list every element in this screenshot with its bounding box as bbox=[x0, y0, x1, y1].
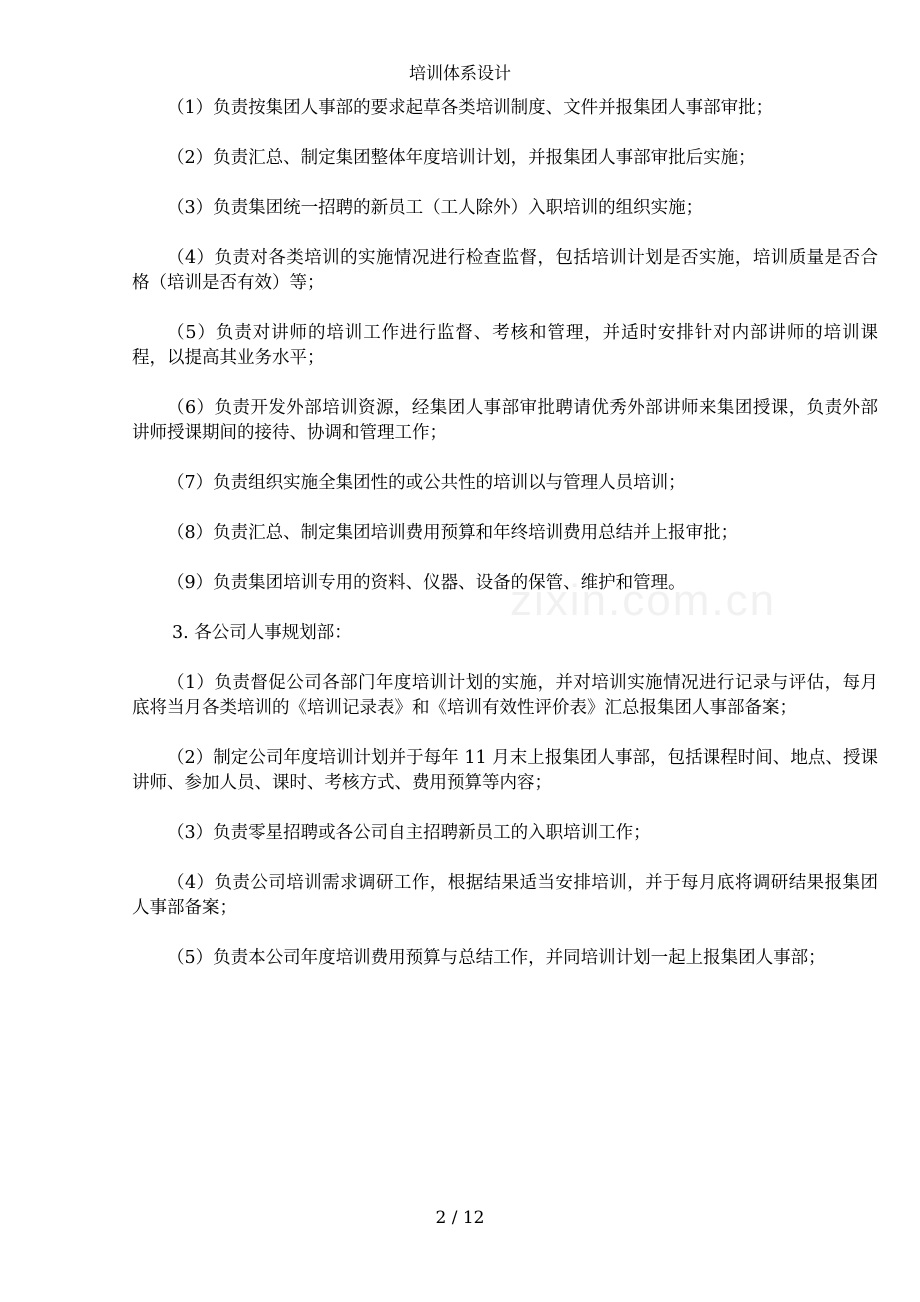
document-title: 培训体系设计 bbox=[409, 64, 511, 84]
paragraph-3: （3）负责集团统一招聘的新员工（工人除外）入职培训的组织实施； bbox=[167, 198, 704, 218]
paragraph-4: （4）负责对各类培训的实施情况进行检查监督，包括培训计划是否实施，培训质量是否合格（培训是否有效）等； bbox=[132, 248, 878, 293]
paragraph-12: （3）负责零星招聘或各公司自主招聘新员工的入职培训工作； bbox=[167, 823, 651, 843]
paragraph-10: （1）负责督促公司各部门年度培训计划的实施，并对培训实施情况进行记录与评估，每月底将当月各类培训的《培训记录表》和《培训有效性评价表》汇总报集团人事部备案； bbox=[132, 673, 878, 718]
paragraph-6: （6）负责开发外部培训资源，经集团人事部审批聘请优秀外部讲师来集团授课，负责外部讲师授课期间的接待、协调和管理工作； bbox=[132, 398, 878, 443]
paragraph-9: （9）负责集团培训专用的资料、仪器、设备的保管、维护和管理。 bbox=[167, 573, 686, 593]
paragraph-1: （1）负责按集团人事部的要求起草各类培训制度、文件并报集团人事部审批； bbox=[167, 98, 774, 118]
page-number: 2 / 12 bbox=[435, 1208, 485, 1228]
page-footer bbox=[0, 1207, 920, 1229]
paragraph-5: （5）负责对讲师的培训工作进行监督、考核和管理，并适时安排针对内部讲师的培训课程，以提高其业务水平； bbox=[132, 323, 878, 368]
paragraph-7: （7）负责组织实施全集团性的或公共性的培训以与管理人员培训； bbox=[167, 473, 686, 493]
paragraph-2: （2）负责汇总、制定集团整体年度培训计划，并报集团人事部审批后实施； bbox=[167, 148, 756, 168]
paragraph-11: （2）制定公司年度培训计划并于每年 11 月末上报集团人事部，包括课程时间、地点、授课讲师、参加人员、课时、考核方式、费用预算等内容； bbox=[132, 748, 878, 793]
paragraph-8: （8）负责汇总、制定集团培训费用预算和年终培训费用总结并上报审批； bbox=[167, 523, 739, 543]
watermark-logo: zixin.com.cn bbox=[510, 576, 777, 625]
paragraph-14: （5）负责本公司年度培训费用预算与总结工作，并同培训计划一起上报集团人事部； bbox=[167, 948, 826, 968]
document-body bbox=[132, 96, 878, 996]
page-header bbox=[0, 62, 920, 86]
paragraph-13: （4）负责公司培训需求调研工作，根据结果适当安排培训，并于每月底将调研结果报集团人事部备案； bbox=[132, 873, 878, 918]
section-heading: 3. 各公司人事规划部： bbox=[172, 623, 352, 643]
